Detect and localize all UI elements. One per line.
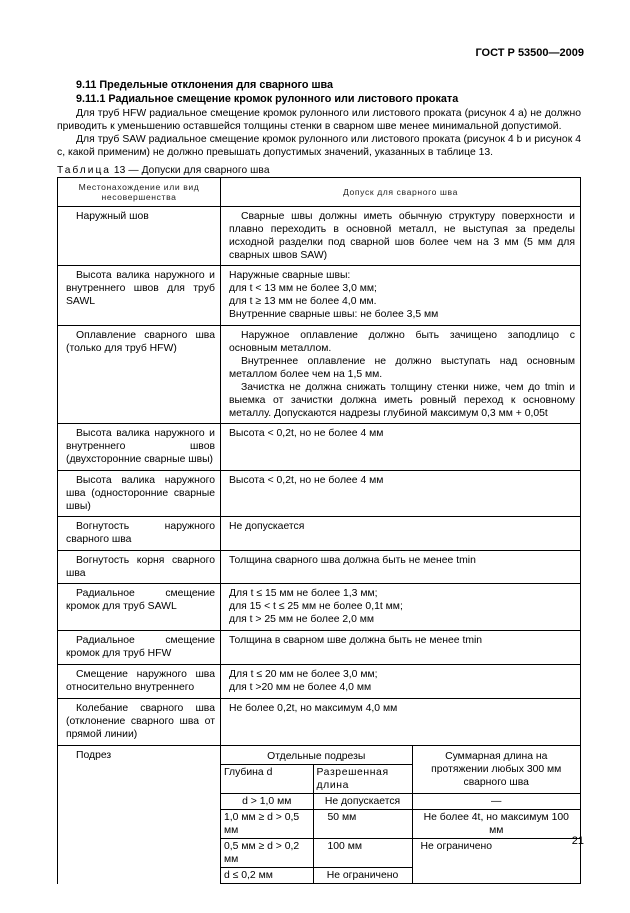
row-tolerance-line: Сварные швы должны иметь обычную структуру поверхности и плавно переходить в основной металл, не выступая за пределы исходной разделки под сварной шов более чем на 3 мм (5 мм для сварных швов SAW) (229, 211, 575, 261)
undercut-subtable-cell (221, 746, 581, 884)
allowed-length-header: Разрешенная длина (313, 765, 412, 794)
row-tolerance-line: для t ≥ 13 мм не более 4,0 мм. (229, 296, 377, 307)
paragraph-1-text: Для труб HFW радиальное смещение кромок рулонного или листового проката (рисунок 4 a) не должно приводить к уменьшению оставшейся толщины стенки в сварном шве менее минимальной допустимой. (57, 108, 581, 132)
undercut-allowed: 50 мм (313, 810, 412, 839)
table-row (58, 631, 581, 665)
undercut-allowed: 100 мм (313, 839, 412, 868)
total-length-header: Суммарная длина на протяжении любых 300 мм сварного шва (412, 746, 580, 794)
undercut-total: Не более 4t, но максимум 100 мм (412, 810, 580, 839)
paragraph-1 (57, 107, 581, 133)
table-row (58, 551, 581, 584)
subsection-title: 9.11.1 Радиальное смещение кромок рулонного или листового проката (76, 93, 459, 105)
row-location: Оплавление сварного шва (только для труб HFW) (66, 330, 215, 354)
row-location: Вогнутость корня сварного шва (66, 555, 215, 579)
row-tolerance-line: Высота < 0,2t, но не более 4 мм (229, 428, 384, 439)
paragraph-2-text: Для труб SAW радиальное смещение кромок рулонного или листового проката (рисунок 4 b и рисунок 4 c, какой применим) не должно превышать допустимых значений, указанных в таблице 13. (57, 134, 581, 158)
page-number: 21 (571, 835, 584, 847)
row-tolerance-line: Зачистка не должна снижать толщину стенки ниже, чем до tmin и выемка от зачистки должна иметь ровный переход к основному металлу. Допускаются надрезы глубиной максимум 0,3 мм + 0,05t (229, 382, 575, 419)
row-tolerance-line: для t >20 мм не более 4,0 мм (229, 682, 372, 693)
undercut-subtable (221, 746, 580, 883)
col-tolerance-header: Допуск для сварного шва (221, 178, 581, 207)
row-tolerance-line: для 15 < t ≤ 25 мм не более 0,1t мм; (229, 601, 403, 612)
table-row (58, 517, 581, 551)
section-title: 9.11 Предельные отклонения для сварного шва (76, 79, 334, 91)
table-caption (57, 164, 270, 177)
undercut-location: Подрез (76, 750, 112, 761)
row-tolerance-line: Высота < 0,2t, но не более 4 мм (229, 475, 384, 486)
row-location: Вогнутость наружного сварного шва (66, 521, 215, 545)
table-row (58, 424, 581, 471)
table-row (58, 266, 581, 326)
row-tolerance-line: Наружные сварные швы: (229, 270, 351, 281)
table-row (58, 584, 581, 631)
row-tolerance-line: для t > 25 мм не более 2,0 мм (229, 614, 375, 625)
table-row (58, 699, 581, 746)
row-tolerance-line: Наружное оплавление должно быть зачищено заподлицо с основным металлом. (229, 330, 575, 354)
undercut-depth: 0,5 мм ≥ d > 0,2 мм (221, 839, 313, 868)
row-location: Наружный шов (76, 211, 149, 222)
table-row (58, 207, 581, 266)
standard-header: ГОСТ Р 53500—2009 (475, 47, 584, 59)
undercut-total: Не ограничено (412, 839, 580, 884)
row-tolerance-line: Для t ≤ 20 мм не более 3,0 мм; (229, 669, 378, 680)
undercut-depth: d > 1,0 мм (221, 794, 313, 810)
undercut-depth: d ≤ 0,2 мм (221, 868, 313, 884)
tolerance-table (57, 177, 581, 884)
undercut-allowed: Не ограничено (313, 868, 412, 884)
col-location-header: Местонахождение или вид несовершенства (58, 178, 221, 207)
table-caption-rest: 13 — Допуски для сварного шва (113, 165, 270, 176)
row-location: Высота валика наружного и внутреннего швов (двухсторонние сварные швы) (66, 428, 215, 465)
row-tolerance-line: Толщина в сварном шве должна быть не менее tmin (229, 635, 483, 646)
row-tolerance-line: Толщина сварного шва должна быть не менее tmin (229, 555, 476, 566)
undercut-row (58, 746, 581, 884)
row-location: Колебание сварного шва (отклонение сварного шва от прямой линии) (66, 703, 215, 740)
table-row (58, 471, 581, 517)
undercut-data-row (221, 839, 580, 868)
depth-header: Глубина d (221, 765, 313, 794)
undercut-data-row (221, 810, 580, 839)
table-row (58, 665, 581, 699)
row-location: Радиальное смещение кромок для труб SAWL (66, 588, 215, 612)
table-caption-prefix: Таблица (57, 165, 111, 176)
single-undercuts-header: Отдельные подрезы (221, 746, 412, 765)
row-location: Радиальное смещение кромок для труб HFW (66, 635, 215, 659)
row-location: Высота валика наружного шва (односторонние сварные швы) (66, 475, 215, 512)
undercut-depth: 1,0 мм ≥ d > 0,5 мм (221, 810, 313, 839)
row-location: Смещение наружного шва относительно внутреннего (66, 669, 215, 693)
row-tolerance-line: Не допускается (229, 521, 305, 532)
table-header-row (58, 178, 581, 207)
row-tolerance-line: Внутренние сварные швы: не более 3,5 мм (229, 309, 439, 320)
row-tolerance-line: для t < 13 мм не более 3,0 мм; (229, 283, 377, 294)
table-row (58, 326, 581, 424)
undercut-total: — (412, 794, 580, 810)
row-location: Высота валика наружного и внутреннего швов для труб SAWL (66, 270, 215, 307)
row-tolerance-line: Для t ≤ 15 мм не более 1,3 мм; (229, 588, 378, 599)
row-tolerance-line: Внутреннее оплавление не должно выступать над основным металлом более чем на 1,5 мм. (229, 356, 575, 380)
row-tolerance-line: Не более 0,2t, но максимум 4,0 мм (229, 703, 398, 714)
undercut-data-row (221, 794, 580, 810)
paragraph-2 (57, 133, 581, 159)
undercut-allowed: Не допускается (313, 794, 412, 810)
